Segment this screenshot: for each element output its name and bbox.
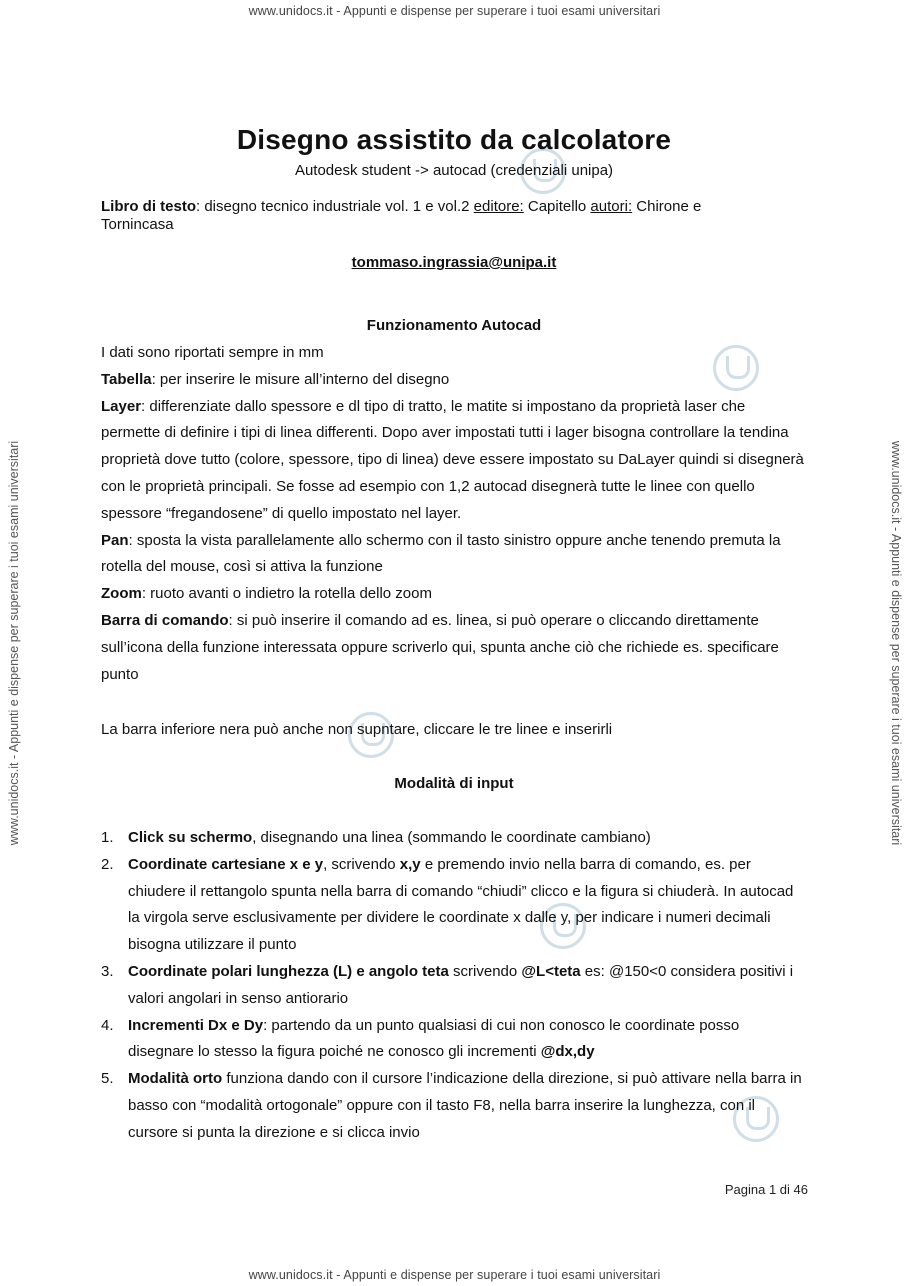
definition-term: Pan <box>101 531 129 549</box>
list-term-secondary: x,y <box>399 855 421 873</box>
list-term: Click su schermo <box>128 829 253 846</box>
list-number: 1. <box>101 829 114 846</box>
list-term-secondary: @L<teta <box>521 962 581 980</box>
definition-term: Layer <box>101 397 142 415</box>
watermark-banner-top: www.unidocs.it - Appunti e dispense per superare i tuoi esami universitari <box>248 4 661 18</box>
list-item <box>101 825 807 852</box>
publisher-name: Capitello <box>523 198 591 215</box>
list-text: : partendo da un punto qualsiasi di cui non conosco le coordinate posso disegnare lo stesso la figura poiché ne conosco gli incrementi <box>128 1016 740 1061</box>
definition-text: : differenziate dallo spessore e dl tipo di tratto, le matite si impostano da proprietà laser che permette di definire i tipi di linea differenti. Dopo aver impostati tutti i lager bisogna controllare la tendina proprietà dove tutto (colore, spessore, tipo di linea) deve essere impostato su DaLayer quindi si disegnerà con le proprietà principali. Se fosse ad esempio con 1,2 autocad disegnerà tutte le linee con quello spessore “fregandosene” di quello impostato nel layer. <box>101 397 804 522</box>
list-text-secondary: es: @150<0 considera positivi i valori angolari in senso antiorario <box>128 962 794 1007</box>
list-item <box>101 1066 807 1146</box>
definition-item <box>101 367 807 394</box>
list-term: Coordinate cartesiane x e y <box>128 855 324 873</box>
definition-item <box>101 528 807 582</box>
definition-text: : ruoto avanti o indietro la rotella dello zoom <box>141 585 432 603</box>
input-modes-list <box>101 825 807 1147</box>
list-term: Coordinate polari lunghezza (L) e angolo teta <box>128 962 449 980</box>
list-text: scrivendo <box>448 962 522 980</box>
list-item <box>101 1013 807 1067</box>
list-text: , scrivendo <box>323 855 400 873</box>
watermark-banner-right: www.unidocs.it - Appunti e dispense per superare i tuoi esami universitari <box>889 440 903 846</box>
list-term: Incrementi Dx e Dy <box>128 1016 264 1034</box>
list-item <box>101 852 807 959</box>
intro-line: I dati sono riportati sempre in mm <box>101 344 324 361</box>
list-text-secondary: e premendo invio nella barra di comando, es. per chiudere il rettangolo spunta nella barra di comando “chiudi” clicco e la figura si chiuderà. In autocad la virgola serve esclusivamente per dividere le coordinate x dalle y, per indicare i numeri decimali bisogna utilizzare il punto <box>128 855 794 954</box>
definition-term: Zoom <box>101 585 142 603</box>
definition-item <box>101 608 807 688</box>
definition-text: : sposta la vista parallelamente allo schermo con il tasto sinistro oppure anche tenendo premuta la rotella del mouse, così si attiva la funzione <box>101 531 781 576</box>
list-text: funziona dando con il cursore l’indicazione della direzione, si può attivare nella barra in basso con “modalità ortogonale” oppure con il tasto F8, nella barra inserire la lunghezza, con il cursore si punta la direzione e si clicca invio <box>128 1070 802 1141</box>
list-number: 4. <box>101 1016 114 1034</box>
list-term-secondary: @dx,dy <box>540 1043 595 1061</box>
section-heading-autocad: Funzionamento Autocad <box>366 317 542 334</box>
note-paragraph: La barra inferiore nera può anche non supntare, cliccare le tre linee e inserirli <box>101 721 613 738</box>
definition-item <box>101 581 807 608</box>
document-title: Disegno assistito da calcolatore <box>236 124 672 155</box>
definition-term: Barra di comando <box>101 611 229 629</box>
contact-email-link[interactable]: tommaso.ingrassia@unipa.it <box>351 254 557 271</box>
authors-label: autori: <box>590 198 633 215</box>
definition-term: Tabella <box>101 370 152 388</box>
list-number: 3. <box>101 962 114 980</box>
list-term: Modalità orto <box>128 1070 223 1088</box>
textbook-text: : disegno tecnico industriale vol. 1 e vol.2 <box>196 198 474 215</box>
page-number-footer: Pagina 1 di 46 <box>724 1182 808 1197</box>
authors-names: Chirone e Tornincasa <box>101 198 702 233</box>
textbook-info <box>101 198 761 234</box>
section-autocad-body <box>101 340 807 688</box>
section-heading-input: Modalità di input <box>394 775 514 792</box>
definition-text: : si può inserire il comando ad es. linea, si può operare o cliccando direttamente sull’icona della funzione interessata oppure scriverlo qui, spunta anche ciò che richiede es. specificare punto <box>101 611 779 683</box>
list-item <box>101 959 807 1013</box>
list-number: 2. <box>101 855 114 873</box>
watermark-banner-left: www.unidocs.it - Appunti e dispense per superare i tuoi esami universitari <box>7 440 21 846</box>
definition-text: : per inserire le misure all’interno del disegno <box>151 370 450 388</box>
list-text: , disegnando una linea (sommando le coordinate cambiano) <box>252 829 651 846</box>
list-number: 5. <box>101 1070 114 1088</box>
textbook-label: Libro di testo <box>101 198 196 215</box>
definition-item <box>101 394 807 528</box>
watermark-banner-bottom: www.unidocs.it - Appunti e dispense per superare i tuoi esami universitari <box>248 1268 661 1282</box>
publisher-label: editore: <box>473 198 524 215</box>
document-subtitle: Autodesk student -> autocad (credenziali unipa) <box>294 162 614 179</box>
